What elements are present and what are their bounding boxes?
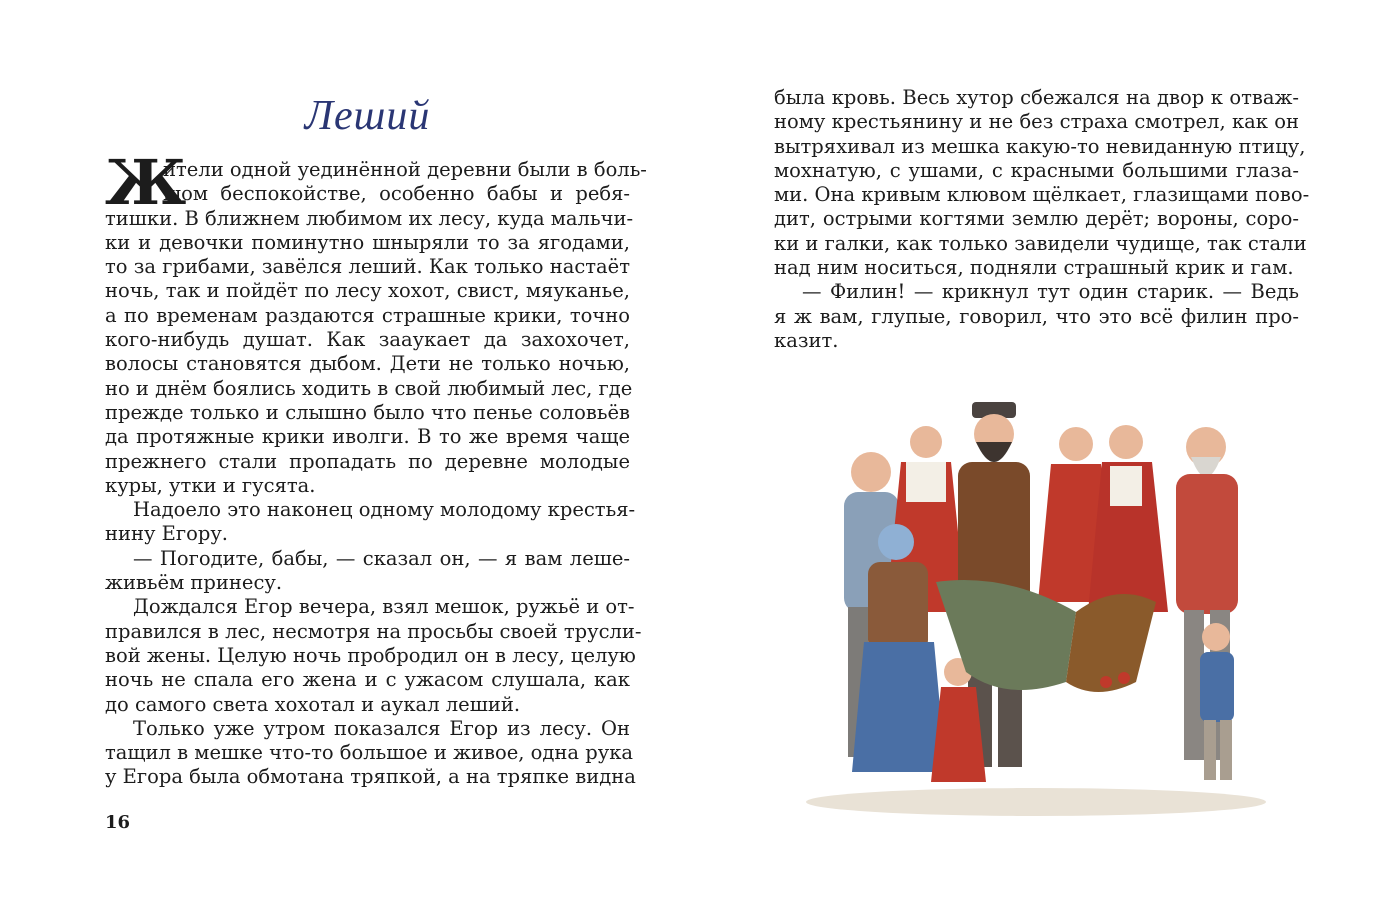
drop-cap: Ж — [105, 146, 187, 219]
text-line: живьём принесу. — [105, 571, 283, 595]
text-line: шом беспокойстве, особенно бабы и ребя- — [163, 182, 630, 206]
text-line: над ним носиться, подняли страшный крик и гам. — [774, 256, 1294, 280]
text-line: ми. Она кривым клювом щёлкает, глазищами пово- — [774, 183, 1310, 207]
text-line: нину Егору. — [105, 522, 229, 546]
text-line: а по временам раздаются страшные крики, точно — [105, 303, 630, 327]
text-line: да протяжные крики иволги. В то же время чаще — [105, 425, 630, 449]
text-line: — Филин! — крикнул тут один старик. — Ведь — [802, 280, 1299, 304]
text-line: ному крестьянину и не без страха смотрел, как он — [774, 110, 1299, 134]
text-line: ночь, так и пойдёт по лесу хохот, свист, мяуканье, — [105, 279, 630, 303]
text-line: прежнего стали пропадать по деревне молодые — [105, 449, 630, 473]
page-number: 16 — [105, 812, 131, 833]
figure-women-right — [1038, 425, 1168, 612]
text-line: я ж вам, глупые, говорил, что это всё филин про- — [774, 304, 1299, 328]
text-line: ители одной уединённой деревни были в боль- — [163, 158, 647, 181]
text-line: вой жены. Целую ночь пробродил он в лесу, целую — [105, 643, 636, 667]
text-line: Дождался Егор вечера, взял мешок, ружьё и от- — [133, 595, 635, 619]
text-line: была кровь. Весь хутор сбежался на двор к отваж- — [774, 86, 1299, 109]
text-line: Надоело это наконец одному молодому крестья- — [133, 498, 636, 522]
text-line: мохнатую, с ушами, с красными большими глаза- — [774, 158, 1299, 182]
text-line: вытряхивал из мешка какую-то невиданную птицу, — [774, 134, 1306, 158]
text-line: до самого света хохотал и аукал леший. — [105, 692, 521, 716]
right-page-text — [774, 86, 1310, 353]
text-line: кого-нибудь душат. Как зааукает да захохочет, — [105, 328, 630, 352]
text-line: ночь не спала его жена и с ужасом слушала, как — [105, 668, 630, 692]
left-page-text — [105, 146, 647, 790]
text-line: тишки. В ближнем любимом их лесу, куда мальчи- — [105, 206, 634, 230]
text-line: ки и галки, как только завидели чудище, так стали — [774, 231, 1307, 255]
text-line: дит, острыми когтями землю дерёт; вороны, соро- — [774, 207, 1299, 231]
text-line: ки и девочки поминутно шныряли то за ягодами, — [105, 230, 630, 254]
text-line: прежде только и слышно было что пенье соловьёв — [105, 400, 630, 424]
text-line: — Погодите, бабы, — сказал он, — я вам леше- — [133, 546, 630, 570]
text-line: волосы становятся дыбом. Дети не только ночью, — [105, 352, 630, 376]
text-line: куры, утки и гусята. — [105, 473, 316, 497]
text-line: Только уже утром показался Егор из лесу. Он — [133, 716, 630, 740]
villagers-with-owl-illustration — [776, 382, 1296, 827]
text-line: казит. — [774, 328, 839, 352]
text-line: но и днём боялись ходить в свой любимый лес, где — [105, 376, 633, 400]
text-line: правился в лес, несмотря на просьбы своей трусли- — [105, 619, 642, 643]
story-title: Леший — [304, 93, 431, 139]
text-line: у Егора была обмотана тряпкой, а на тряпке видна — [105, 765, 636, 789]
text-line: то за грибами, завёлся леший. Как только настаёт — [105, 255, 630, 279]
text-line: тащил в мешке что-то большое и живое, одна рука — [105, 741, 634, 765]
